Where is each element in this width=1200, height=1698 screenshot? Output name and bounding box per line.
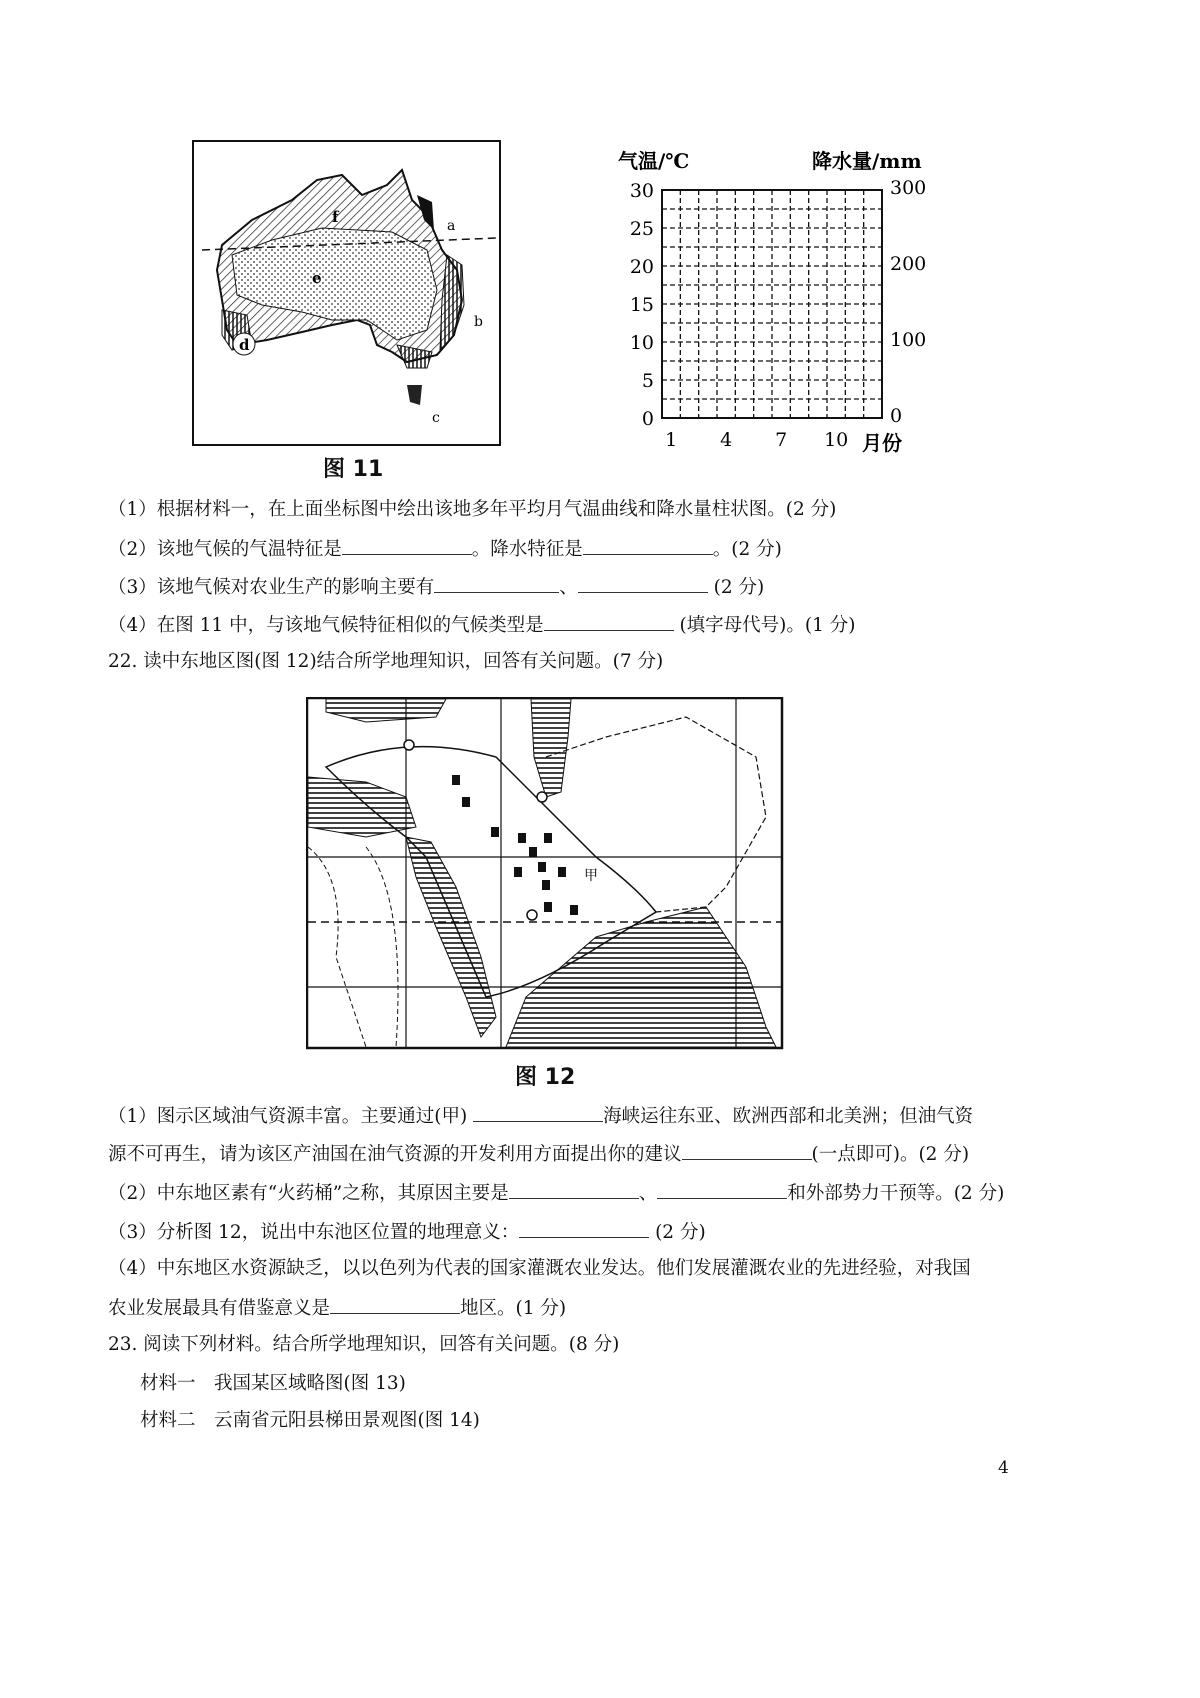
q21-p3-text: （3）该地气候对农业生产的影响主要有 — [108, 577, 435, 598]
answer-blank[interactable] — [434, 574, 559, 593]
q22-part1 — [108, 1103, 973, 1129]
left-tick-label: 20 — [629, 256, 654, 278]
left-tick-label: 5 — [641, 370, 654, 392]
answer-blank[interactable] — [519, 1219, 649, 1238]
q22-p3-text: (2 分) — [649, 1222, 706, 1243]
answer-blank[interactable] — [682, 1141, 812, 1160]
left-tick-label: 15 — [629, 294, 654, 316]
q21-p3-text: (2 分) — [707, 577, 765, 598]
x-tick-label: 7 — [775, 429, 788, 451]
figure-11-caption: 图 11 — [323, 457, 384, 482]
map-label-f: f — [332, 208, 339, 226]
map-label-b: b — [474, 314, 483, 330]
q22-p2-text: 、 — [638, 1183, 658, 1204]
q23-material-1: 材料一 我国某区域略图(图 13) — [140, 1373, 406, 1394]
q22-p3-text: （3）分析图 12，说出中东池区位置的地理意义： — [108, 1222, 520, 1243]
q22-part3 — [108, 1219, 706, 1245]
answer-blank[interactable] — [473, 1103, 603, 1122]
climate-chart-grid — [600, 140, 940, 460]
left-tick-label: 0 — [641, 408, 654, 430]
q22-p2-text: （2）中东地区素有“火药桶”之称，其原因主要是 — [108, 1183, 509, 1204]
x-tick-label: 10 — [824, 429, 849, 451]
q22-p4-text: 农业发展最具有借鉴意义是 — [108, 1298, 331, 1319]
right-tick-label: 100 — [890, 329, 927, 351]
map-label-d: d — [239, 336, 250, 354]
q22-p1-text: 源不可再生，请为该区产油国在油气资源的开发利用方面提出你的建议 — [108, 1144, 682, 1165]
map-label-jia: 甲 — [584, 868, 598, 884]
q21-part3 — [108, 574, 764, 600]
x-tick-label: 4 — [720, 429, 733, 451]
left-axis-title: 气温/℃ — [618, 149, 690, 173]
q22-p1-text: 海峡运往东亚、欧洲西部和北美洲；但油气资 — [603, 1106, 974, 1127]
q21-p2-text: 。(2 分) — [712, 539, 782, 560]
x-axis-unit: 月份 — [862, 431, 902, 455]
q21-part1: （1）根据材料一，在上面坐标图中绘出该地多年平均月气温曲线和降水量柱状图。(2 分) — [108, 499, 837, 520]
answer-blank[interactable] — [342, 536, 472, 555]
answer-blank[interactable] — [509, 1180, 639, 1199]
left-tick-label: 10 — [629, 332, 654, 354]
q21-p3-text: 、 — [559, 577, 578, 598]
q22-p1-text: (一点即可)。(2 分) — [811, 1144, 970, 1165]
q21-p2-text: （2）该地气候的气温特征是 — [108, 539, 342, 560]
q21-p4-text: (填字母代号)。(1 分) — [673, 615, 856, 636]
q22-part4: （4）中东地区水资源缺乏，以以色列为代表的国家灌溉农业发达。他们发展灌溉农业的先进经验，对我国 — [108, 1258, 971, 1279]
answer-blank[interactable] — [330, 1295, 460, 1314]
q22-part1-cont — [108, 1141, 969, 1167]
q22-p2-text: 和外部势力干预等。(2 分) — [787, 1183, 1005, 1204]
answer-blank[interactable] — [544, 612, 674, 631]
q21-p2-text: 。降水特征是 — [471, 539, 583, 560]
q22-p1-text: （1）图示区域油气资源丰富。主要通过(甲) — [108, 1106, 474, 1127]
q22-p4-text: 地区。(1 分) — [460, 1298, 567, 1319]
x-tick-label: 1 — [665, 429, 678, 451]
q22-part4-cont — [108, 1295, 566, 1321]
map-label-e: e — [312, 269, 322, 287]
right-tick-label: 200 — [890, 253, 927, 275]
left-tick-label: 30 — [629, 180, 654, 202]
figure-12-caption: 图 12 — [515, 1065, 576, 1090]
right-axis-title: 降水量/mm — [812, 149, 922, 173]
page-number: 4 — [998, 1458, 1009, 1478]
q22-title: 22. 读中东地区图(图 12)结合所学地理知识，回答有关问题。(7 分) — [108, 651, 664, 672]
q23-title: 23. 阅读下列材料。结合所学地理知识，回答有关问题。(8 分) — [108, 1334, 620, 1355]
q21-part2 — [108, 536, 782, 562]
map-label-c: c — [432, 410, 440, 426]
q21-p4-text: （4）在图 11 中，与该地气候特征相似的气候类型是 — [108, 615, 544, 636]
right-tick-label: 300 — [890, 177, 927, 199]
q23-material-2: 材料二 云南省元阳县梯田景观图(图 14) — [140, 1410, 480, 1431]
answer-blank[interactable] — [583, 536, 713, 555]
left-tick-label: 25 — [629, 218, 654, 240]
right-tick-label: 0 — [890, 405, 903, 427]
answer-blank[interactable] — [657, 1180, 787, 1199]
q22-part2 — [108, 1180, 1004, 1206]
q21-part4 — [108, 612, 855, 638]
australia-climate-map — [192, 140, 502, 447]
middle-east-map — [306, 697, 784, 1050]
answer-blank[interactable] — [578, 574, 708, 593]
map-label-a: a — [447, 218, 456, 234]
